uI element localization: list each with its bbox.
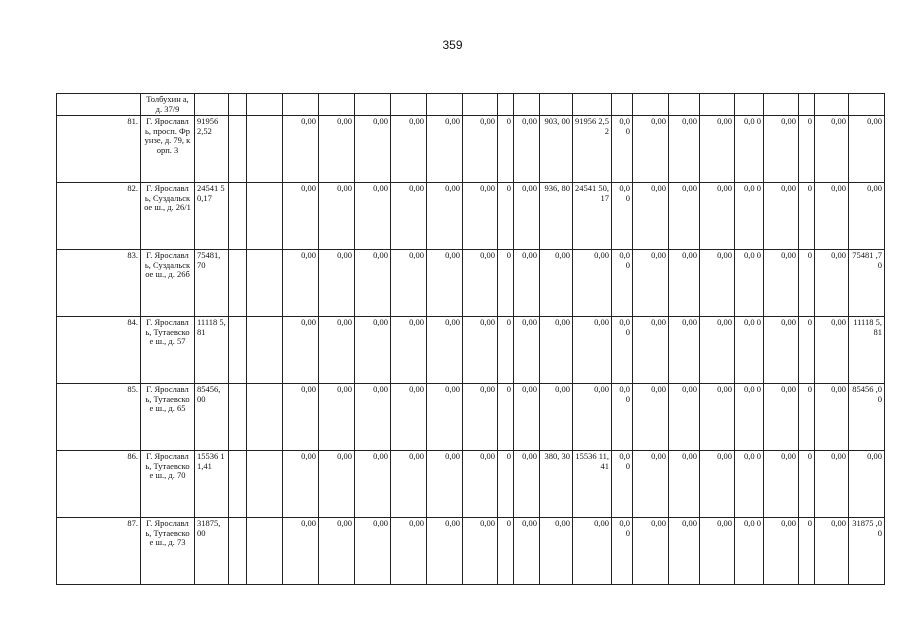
value-cell: 0,00 (540, 317, 573, 384)
value-cell: 0,00 (514, 451, 540, 518)
header-cell (514, 94, 540, 116)
value-cell: 0,00 (283, 384, 319, 451)
value-cell: 0,00 (391, 183, 427, 250)
sum-cell: 31875, 00 (195, 518, 229, 585)
value-cell: 0 (498, 116, 514, 183)
value-cell: 0,00 (283, 317, 319, 384)
value-cell: 11118 5,81 (849, 317, 885, 384)
header-cell (669, 94, 700, 116)
header-cell (57, 94, 141, 116)
value-cell: 0,00 (427, 183, 463, 250)
value-cell: 0,00 (463, 518, 498, 585)
value-cell: 85456 ,00 (849, 384, 885, 451)
header-cell (764, 94, 799, 116)
value-cell: 0,00 (669, 518, 700, 585)
value-cell: 0,00 (283, 183, 319, 250)
value-cell: 0,00 (514, 183, 540, 250)
value-cell: 0,00 (319, 116, 355, 183)
value-cell: 0,0 0 (735, 116, 764, 183)
header-cell (700, 94, 735, 116)
value-cell: 24541 50,17 (573, 183, 612, 250)
value-cell: 0,00 (815, 116, 849, 183)
value-cell: 0,00 (573, 317, 612, 384)
value-cell (247, 317, 283, 384)
value-cell: 0,00 (319, 317, 355, 384)
sum-cell: 91956 2,52 (195, 116, 229, 183)
header-cell (283, 94, 319, 116)
value-cell: 0,00 (633, 451, 669, 518)
value-cell: 0,00 (319, 451, 355, 518)
value-cell: 15536 11,41 (573, 451, 612, 518)
value-cell: 0,00 (700, 116, 735, 183)
row-number-cell: 85. (57, 384, 141, 451)
value-cell: 0,0 0 (735, 518, 764, 585)
page-number: 359 (442, 38, 463, 52)
value-cell: 0 (799, 250, 815, 317)
sum-cell: 75481, 70 (195, 250, 229, 317)
value-cell (229, 451, 247, 518)
value-cell: 0 (799, 317, 815, 384)
row-number-cell: 83. (57, 250, 141, 317)
value-cell: 0 (498, 250, 514, 317)
value-cell: 0,00 (355, 116, 391, 183)
value-cell: 0,0 0 (735, 451, 764, 518)
value-cell (229, 116, 247, 183)
header-address-cell: Толбухин а, д. 37/9 (141, 94, 195, 116)
value-cell: 0,00 (391, 250, 427, 317)
value-cell: 0,00 (573, 384, 612, 451)
header-cell (355, 94, 391, 116)
value-cell: 0,00 (427, 250, 463, 317)
header-cell (498, 94, 514, 116)
value-cell: 0,00 (427, 518, 463, 585)
value-cell: 0,00 (633, 250, 669, 317)
header-cell (540, 94, 573, 116)
value-cell: 0,00 (319, 518, 355, 585)
value-cell: 0,00 (815, 183, 849, 250)
value-cell: 0,00 (849, 116, 885, 183)
header-cell (195, 94, 229, 116)
value-cell: 0,00 (573, 250, 612, 317)
value-cell: 0,00 (573, 518, 612, 585)
row-number-cell: 84. (57, 317, 141, 384)
address-cell: Г. Ярославл ь, Суздальск ое ш., д. 26/1 (141, 183, 195, 250)
value-cell: 0,00 (391, 451, 427, 518)
value-cell (247, 518, 283, 585)
value-cell (229, 384, 247, 451)
header-cell (612, 94, 633, 116)
value-cell: 0 (498, 451, 514, 518)
value-cell: 0,0 0 (735, 250, 764, 317)
value-cell: 0,00 (514, 384, 540, 451)
address-cell: Г. Ярославл ь, просп. Фрунзе, д. 79, корп. 3 (141, 116, 195, 183)
value-cell: 0,00 (764, 451, 799, 518)
value-cell: 0,00 (669, 384, 700, 451)
header-cell (247, 94, 283, 116)
value-cell: 0 (498, 518, 514, 585)
value-cell: 0,00 (463, 317, 498, 384)
value-cell: 0,00 (283, 451, 319, 518)
value-cell: 0,00 (633, 183, 669, 250)
value-cell: 0,00 (849, 183, 885, 250)
table-row (57, 384, 885, 451)
table-row (57, 518, 885, 585)
value-cell: 0,00 (700, 384, 735, 451)
value-cell: 0,00 (355, 384, 391, 451)
row-number-cell: 86. (57, 451, 141, 518)
value-cell (229, 518, 247, 585)
header-cell (391, 94, 427, 116)
value-cell: 0,00 (815, 451, 849, 518)
value-cell: 0,00 (815, 317, 849, 384)
address-cell: Г. Ярославл ь, Тутаевско е ш., д. 65 (141, 384, 195, 451)
data-table (56, 93, 885, 585)
value-cell: 0 (799, 384, 815, 451)
value-cell: 0 (498, 183, 514, 250)
value-cell: 0,00 (463, 250, 498, 317)
value-cell: 0,00 (283, 518, 319, 585)
table-row (57, 116, 885, 183)
value-cell (247, 116, 283, 183)
value-cell (247, 250, 283, 317)
value-cell: 0,00 (764, 250, 799, 317)
value-cell: 0,00 (815, 250, 849, 317)
table-header-row (57, 94, 885, 116)
value-cell: 0,00 (355, 518, 391, 585)
value-cell: 0,00 (355, 250, 391, 317)
value-cell: 31875 ,00 (849, 518, 885, 585)
row-number-cell: 82. (57, 183, 141, 250)
value-cell: 0,00 (540, 250, 573, 317)
value-cell: 0,00 (319, 183, 355, 250)
value-cell: 0,00 (427, 451, 463, 518)
value-cell: 0,0 0 (612, 116, 633, 183)
value-cell: 0,00 (427, 384, 463, 451)
value-cell: 0,00 (669, 451, 700, 518)
value-cell: 0,0 0 (735, 317, 764, 384)
value-cell: 0,00 (540, 384, 573, 451)
row-number-cell: 87. (57, 518, 141, 585)
value-cell: 0,00 (463, 116, 498, 183)
address-cell: Г. Ярославл ь, Тутаевско е ш., д. 73 (141, 518, 195, 585)
value-cell: 0,00 (514, 317, 540, 384)
header-cell (815, 94, 849, 116)
value-cell: 0,00 (463, 183, 498, 250)
value-cell: 0,00 (391, 116, 427, 183)
value-cell: 0,00 (764, 518, 799, 585)
value-cell: 903, 00 (540, 116, 573, 183)
value-cell: 0,0 0 (735, 183, 764, 250)
address-cell: Г. Ярославл ь, Суздальск ое ш., д. 26б (141, 250, 195, 317)
header-cell (573, 94, 612, 116)
value-cell: 0 (498, 384, 514, 451)
value-cell: 0,00 (427, 317, 463, 384)
header-cell (463, 94, 498, 116)
table-row (57, 451, 885, 518)
value-cell: 0 (799, 116, 815, 183)
value-cell: 0,00 (764, 116, 799, 183)
header-cell (633, 94, 669, 116)
value-cell: 0,00 (669, 250, 700, 317)
header-cell (849, 94, 885, 116)
value-cell: 0 (799, 451, 815, 518)
value-cell (229, 317, 247, 384)
value-cell: 0,00 (669, 116, 700, 183)
table-row (57, 183, 885, 250)
value-cell: 0,00 (283, 250, 319, 317)
address-cell: Г. Ярославл ь, Тутаевско е ш., д. 57 (141, 317, 195, 384)
value-cell: 0,00 (355, 317, 391, 384)
table-row (57, 250, 885, 317)
value-cell: 0,00 (319, 250, 355, 317)
value-cell: 0,0 0 (612, 317, 633, 384)
value-cell: 0,00 (391, 384, 427, 451)
header-cell (735, 94, 764, 116)
header-cell (229, 94, 247, 116)
header-cell (319, 94, 355, 116)
value-cell: 0,00 (355, 183, 391, 250)
header-cell (427, 94, 463, 116)
value-cell: 0,00 (764, 317, 799, 384)
value-cell (247, 183, 283, 250)
value-cell: 380, 30 (540, 451, 573, 518)
value-cell: 0,00 (283, 116, 319, 183)
value-cell: 0,00 (633, 384, 669, 451)
value-cell: 0,00 (815, 518, 849, 585)
value-cell: 0,00 (700, 317, 735, 384)
value-cell: 0,00 (391, 518, 427, 585)
value-cell: 0,00 (764, 384, 799, 451)
sum-cell: 24541 50,17 (195, 183, 229, 250)
value-cell: 0,0 0 (612, 451, 633, 518)
value-cell: 0,00 (540, 518, 573, 585)
value-cell (247, 451, 283, 518)
sum-cell: 85456, 00 (195, 384, 229, 451)
value-cell: 0,00 (633, 317, 669, 384)
value-cell: 0,00 (633, 116, 669, 183)
value-cell: 0,00 (463, 451, 498, 518)
address-cell: Г. Ярославл ь, Тутаевско е ш., д. 70 (141, 451, 195, 518)
value-cell: 0,00 (633, 518, 669, 585)
row-number-cell: 81. (57, 116, 141, 183)
value-cell: 0,00 (514, 518, 540, 585)
value-cell: 0,00 (815, 384, 849, 451)
value-cell: 91956 2,52 (573, 116, 612, 183)
value-cell: 0,0 0 (612, 250, 633, 317)
value-cell: 0,00 (391, 317, 427, 384)
value-cell: 0 (799, 518, 815, 585)
value-cell: 0,0 0 (612, 183, 633, 250)
value-cell: 0,00 (427, 116, 463, 183)
value-cell: 0,00 (700, 518, 735, 585)
header-cell (799, 94, 815, 116)
value-cell: 0,00 (764, 183, 799, 250)
sum-cell: 15536 11,41 (195, 451, 229, 518)
value-cell: 0,00 (319, 384, 355, 451)
value-cell: 0,00 (669, 317, 700, 384)
value-cell: 0,00 (700, 183, 735, 250)
table-row (57, 317, 885, 384)
value-cell: 0,00 (514, 250, 540, 317)
value-cell: 75481 ,70 (849, 250, 885, 317)
value-cell: 0,0 0 (612, 384, 633, 451)
value-cell: 0,0 0 (612, 518, 633, 585)
value-cell: 0,00 (669, 183, 700, 250)
value-cell (247, 384, 283, 451)
value-cell: 0,00 (355, 451, 391, 518)
value-cell (229, 250, 247, 317)
value-cell (229, 183, 247, 250)
value-cell: 0,00 (700, 250, 735, 317)
value-cell: 0,00 (849, 451, 885, 518)
value-cell: 0 (498, 317, 514, 384)
sum-cell: 11118 5,81 (195, 317, 229, 384)
value-cell: 0,00 (700, 451, 735, 518)
value-cell: 0,0 0 (735, 384, 764, 451)
value-cell: 936, 80 (540, 183, 573, 250)
value-cell: 0,00 (514, 116, 540, 183)
value-cell: 0 (799, 183, 815, 250)
value-cell: 0,00 (463, 384, 498, 451)
